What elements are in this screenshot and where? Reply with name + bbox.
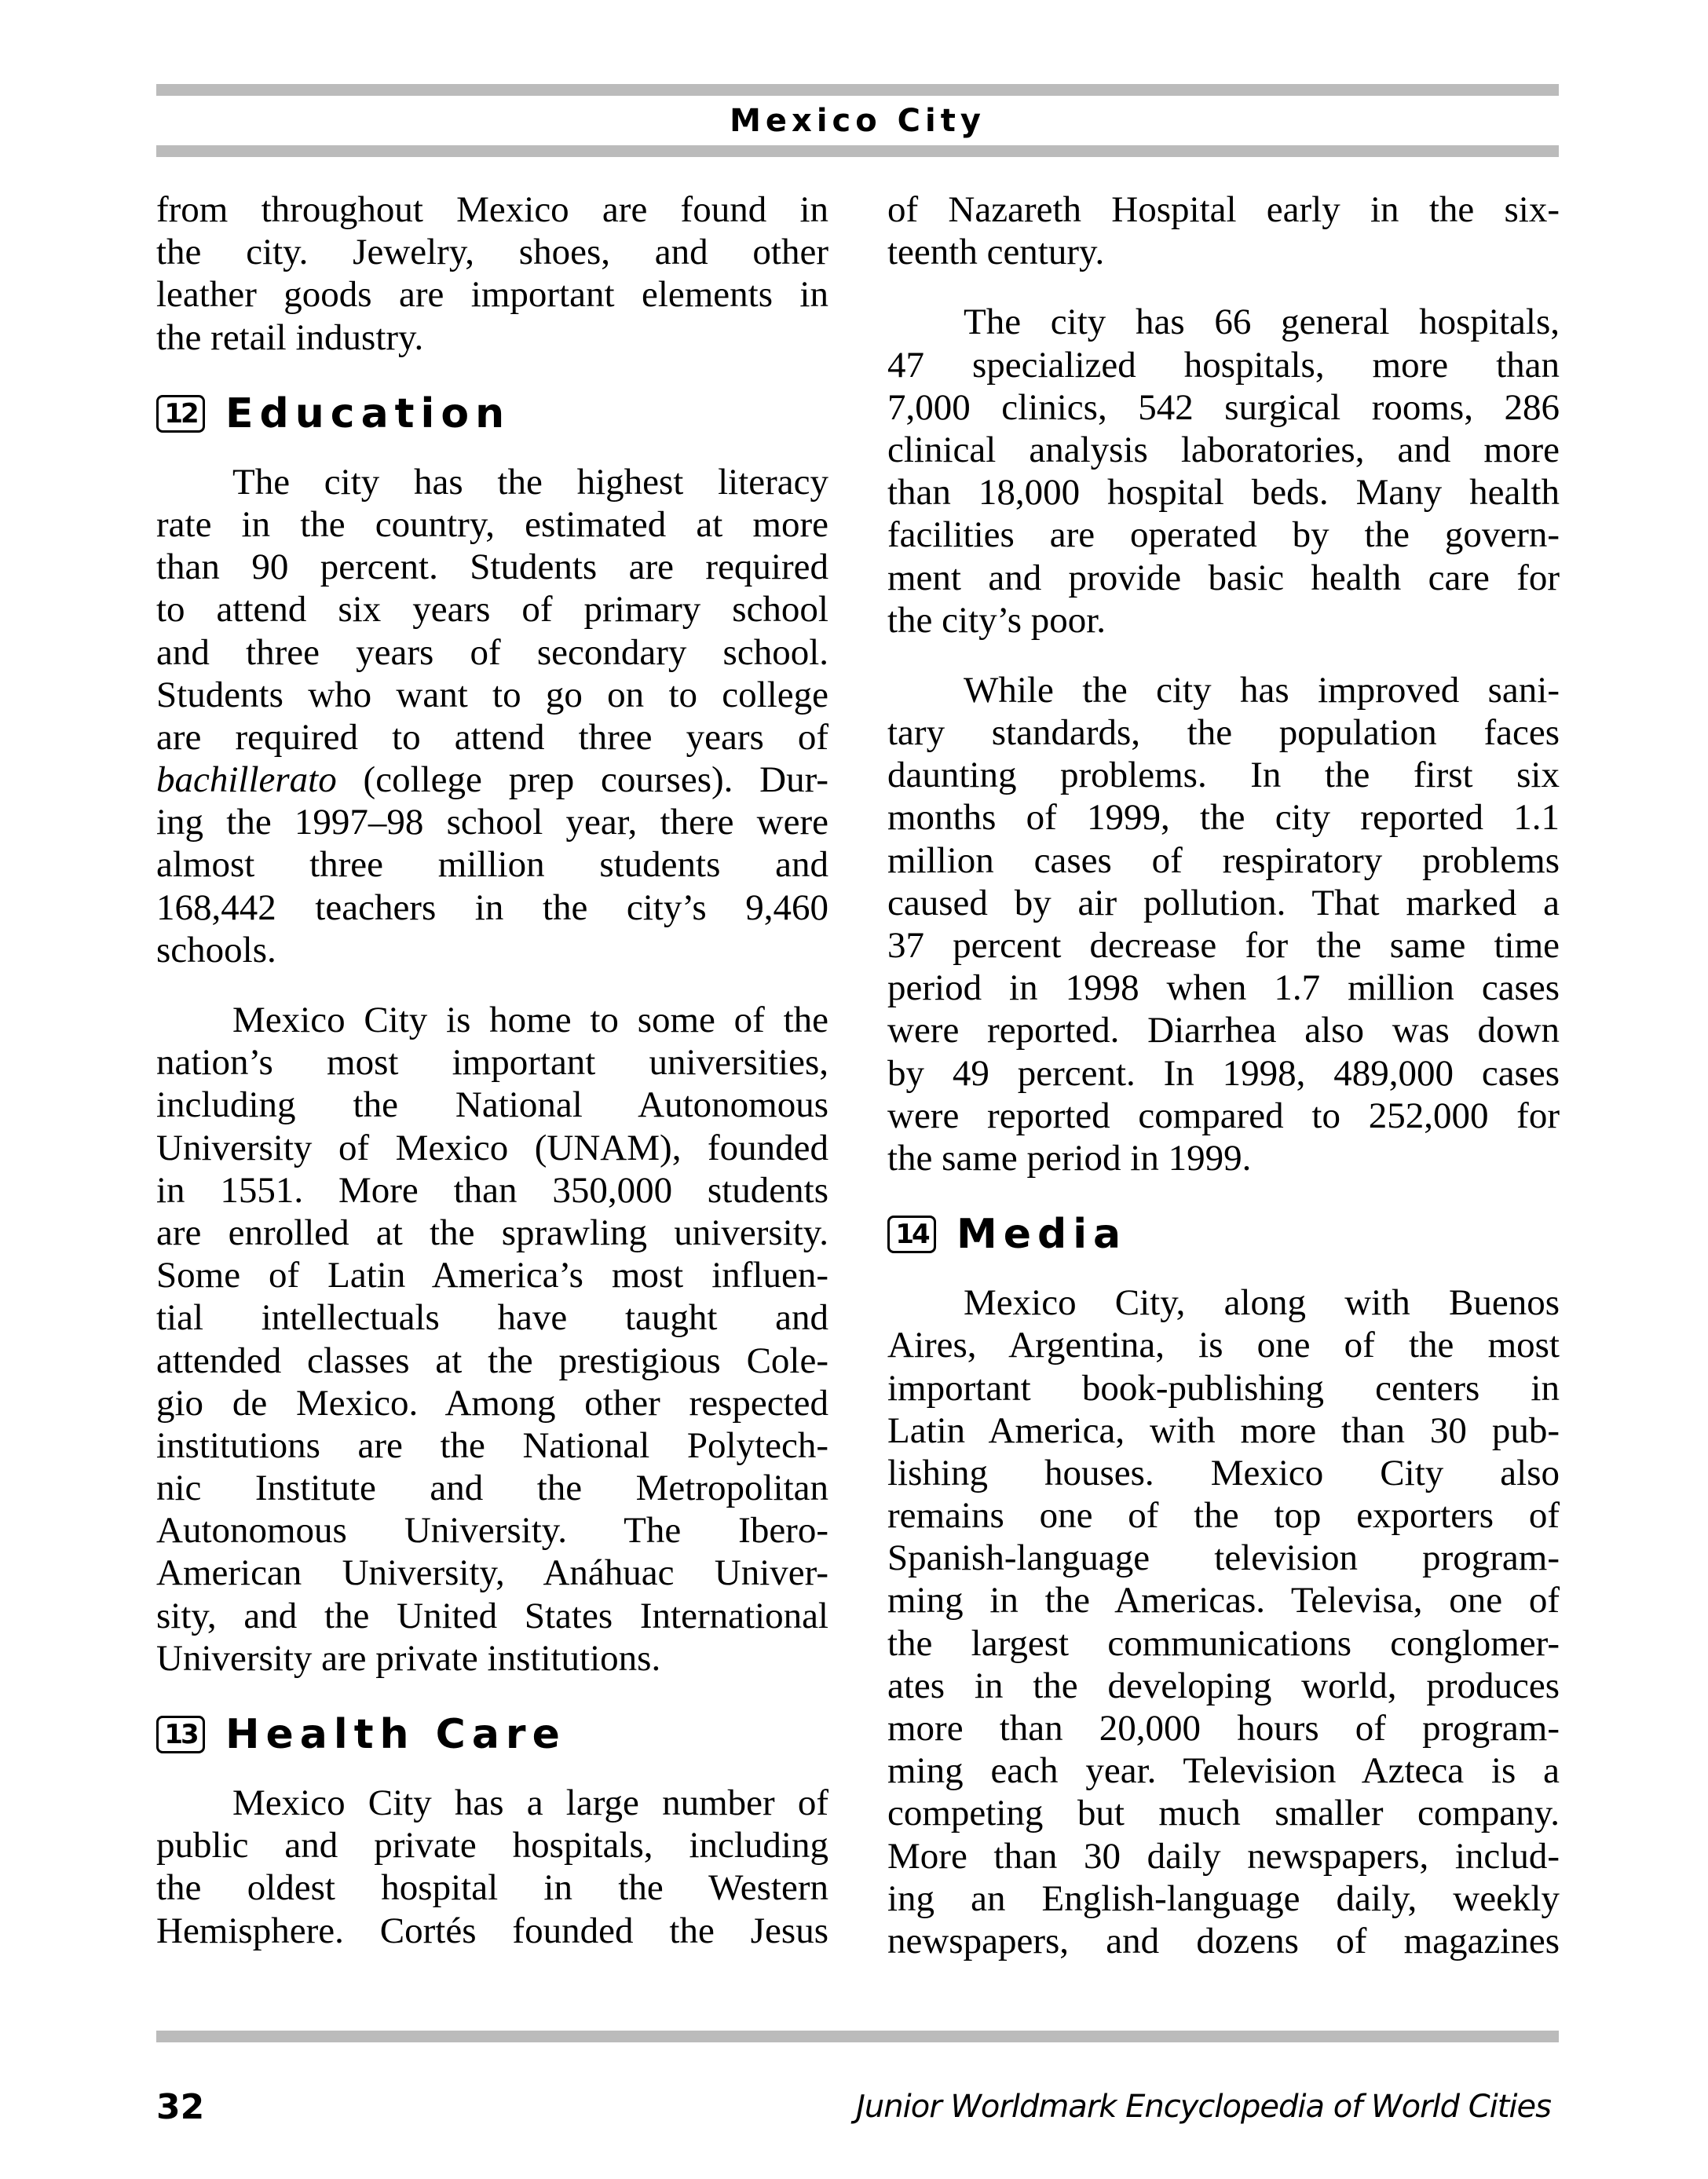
section-heading: [156, 386, 828, 441]
paragraph: [156, 1782, 828, 1952]
book-title: Junior Worldmark Encyclopedia of World Cities: [856, 2089, 1551, 2125]
text-line: gio de Mexico. Among other respected: [156, 1382, 828, 1424]
page-number: 32: [156, 2087, 205, 2127]
section-title: Health Care: [225, 1710, 566, 1758]
text-line: to attend six years of primary school: [156, 589, 828, 631]
text-line: are enrolled at the sprawling university.: [156, 1212, 828, 1253]
right-column: [887, 188, 1560, 1990]
left-column: [156, 188, 828, 1980]
text-line: the same period in 1999.: [887, 1137, 1252, 1179]
text-line: caused by air pollution. That marked a: [887, 882, 1560, 923]
text-line: period in 1998 when 1.7 million cases: [887, 967, 1560, 1009]
text-line: teenth century.: [887, 232, 1105, 273]
text-line: rate in the country, estimated at more: [156, 503, 828, 545]
text-line: ment and provide basic health care for: [887, 557, 1560, 598]
text-line: million cases of respiratory problems: [887, 839, 1560, 881]
text-line: Latin America, with more than 30 pub-: [887, 1409, 1560, 1451]
text-line: ates in the developing world, produces: [887, 1665, 1560, 1706]
paragraph: [156, 188, 828, 359]
text-line: Spanish-language television program-: [887, 1537, 1560, 1579]
text-line: daunting problems. In the first six: [887, 755, 1560, 796]
italic-term: bachillerato: [156, 759, 337, 801]
text-line: remains one of the top exporters of: [887, 1495, 1560, 1537]
paragraph: [156, 999, 828, 1680]
text-line: University are private institutions.: [156, 1637, 661, 1679]
text-line: were reported. Diarrhea also was down: [887, 1010, 1560, 1051]
text-line: lishing houses. Mexico City also: [887, 1452, 1560, 1493]
text-line: The city has the highest literacy: [232, 461, 828, 503]
text-line: facilities are operated by the govern-: [887, 514, 1560, 556]
text-line: 47 specialized hospitals, more than: [887, 344, 1560, 386]
text-line: the oldest hospital in the Western: [156, 1867, 828, 1909]
paragraph: [887, 301, 1560, 642]
text-line: the retail industry.: [156, 316, 424, 358]
paragraph: [887, 188, 1560, 273]
text-line: from throughout Mexico are found in: [156, 189, 828, 230]
text-line: the city’s poor.: [887, 599, 1106, 641]
paragraph: [156, 461, 828, 971]
text-line: 7,000 clinics, 542 surgical rooms, 286: [887, 386, 1560, 428]
text-line: ing the 1997–98 school year, there were: [156, 802, 828, 843]
text-line: tial intellectuals have taught and: [156, 1297, 828, 1339]
text-line: sity, and the United States International: [156, 1595, 828, 1636]
text-segment: (college prep courses). Dur-: [336, 759, 828, 801]
text-line: The city has 66 general hospitals,: [964, 302, 1560, 343]
section-title: Media: [956, 1211, 1128, 1259]
text-line: Aires, Argentina, is one of the most: [887, 1325, 1560, 1366]
text-line: the city. Jewelry, shoes, and other: [156, 232, 828, 273]
text-line: ing an English-language daily, weekly: [887, 1877, 1560, 1919]
section-number-badge: 13: [156, 1716, 205, 1753]
text-line: leather goods are important elements in: [156, 274, 828, 316]
text-line: more than 20,000 hours of program-: [887, 1708, 1560, 1749]
text-line: Autonomous University. The Ibero-: [156, 1510, 828, 1552]
text-line: American University, Anáhuac Univer-: [156, 1552, 828, 1594]
text-line: and three years of secondary school.: [156, 631, 828, 673]
text-line: ming each year. Television Azteca is a: [887, 1750, 1560, 1792]
text-line: Mexico City, along with Buenos: [964, 1282, 1560, 1324]
text-line: nic Institute and the Metropolitan: [156, 1468, 828, 1509]
text-line: than 18,000 hospital beds. Many health: [887, 472, 1560, 514]
text-line: schools.: [156, 929, 276, 971]
text-line: While the city has improved sani-: [964, 669, 1560, 711]
text-line: Students who want to go on to college: [156, 674, 828, 715]
section-title: Education: [225, 389, 511, 437]
text-line: Mexico City has a large number of: [232, 1782, 828, 1823]
text-line: tary standards, the population faces: [887, 712, 1560, 754]
section-number-badge: 14: [887, 1216, 936, 1253]
text-line: Mexico City is home to some of the: [232, 1000, 828, 1040]
header-rule-top: [156, 84, 1559, 96]
text-line: 37 percent decrease for the same time: [887, 925, 1560, 966]
text-line: 168,442 teachers in the city’s 9,460: [156, 887, 828, 928]
section-number-badge: 12: [156, 395, 205, 433]
header-rule-bottom: [156, 145, 1559, 157]
text-line: of Nazareth Hospital early in the six-: [887, 189, 1560, 230]
paragraph: [887, 1281, 1560, 1962]
text-line: University of Mexico (UNAM), founded: [156, 1127, 828, 1168]
text-line: ming in the Americas. Televisa, one of: [887, 1580, 1560, 1621]
text-line: clinical analysis laboratories, and more: [887, 429, 1560, 470]
text-line: months of 1999, the city reported 1.1: [887, 797, 1560, 839]
text-line: competing but much smaller company.: [887, 1793, 1560, 1834]
running-head: Mexico City: [730, 103, 986, 139]
text-line: More than 30 daily newspapers, includ-: [887, 1835, 1560, 1877]
text-line: important book-publishing centers in: [887, 1367, 1560, 1409]
section-heading: [887, 1207, 1560, 1262]
text-line: attended classes at the prestigious Cole-: [156, 1340, 828, 1381]
section-heading: [156, 1707, 828, 1762]
text-line: Hemisphere. Cortés founded the Jesus: [156, 1910, 828, 1951]
text-line: public and private hospitals, including: [156, 1825, 828, 1866]
text-line: institutions are the National Polytech-: [156, 1424, 828, 1466]
text-line: than 90 percent. Students are required: [156, 547, 828, 588]
text-line: including the National Autonomous: [156, 1084, 828, 1126]
text-line: were reported compared to 252,000 for: [887, 1095, 1560, 1136]
paragraph: [887, 669, 1560, 1179]
text-line: are required to attend three years of: [156, 716, 828, 758]
text-line: the largest communications conglomer-: [887, 1622, 1560, 1664]
text-line: Some of Latin America’s most influen-: [156, 1255, 828, 1296]
text-line: nation’s most important universities,: [156, 1042, 828, 1084]
footer-rule: [156, 2031, 1559, 2042]
text-line: in 1551. More than 350,000 students: [156, 1169, 828, 1211]
text-line: almost three million students and: [156, 844, 828, 886]
text-line: newspapers, and dozens of magazines: [887, 1920, 1560, 1961]
text-line: by 49 percent. In 1998, 489,000 cases: [887, 1052, 1560, 1094]
text-line: [156, 759, 828, 801]
